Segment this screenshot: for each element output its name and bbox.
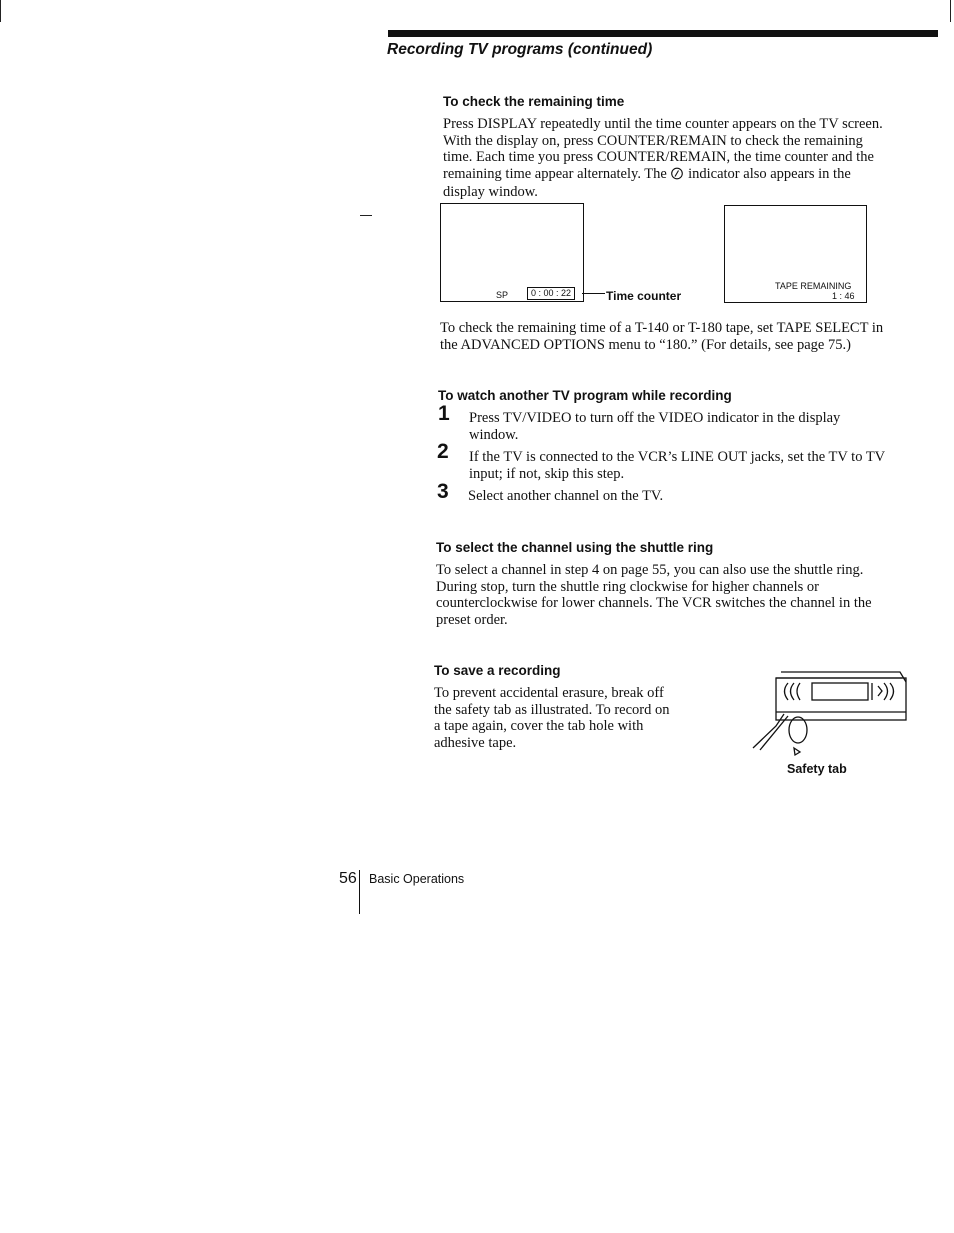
- safety-tab-caption: Safety tab: [787, 762, 847, 776]
- text-line: a tape again, cover the tab hole with: [434, 718, 644, 734]
- tape-speed-indicator: SP: [496, 290, 509, 300]
- heading-shuttle-ring: To select the channel using the shuttle ring: [436, 540, 714, 555]
- text-line: adhesive tape.: [434, 734, 517, 751]
- text-line: preset order.: [436, 611, 508, 628]
- section-title: Recording TV programs (continued): [387, 41, 653, 58]
- check-time-paragraph: [443, 116, 918, 201]
- header-rule: [388, 30, 938, 37]
- step-number: 3: [437, 480, 449, 503]
- text-line: Press DISPLAY repeatedly until the time counter appears on the TV screen.: [443, 116, 883, 132]
- time-counter-display: 0 : 00 : 22: [527, 287, 575, 300]
- text-line: time. Each time you press COUNTER/REMAIN, the time counter and the: [443, 149, 874, 165]
- footer-section-label: Basic Operations: [369, 872, 465, 886]
- tape-remaining-label: TAPE REMAINING: [775, 281, 852, 291]
- text-line: counterclockwise for lower channels. The VCR switches the channel in the: [436, 595, 872, 611]
- text-line: Select another channel on the TV.: [468, 488, 664, 504]
- text-line: [443, 166, 918, 185]
- heading-save-recording: To save a recording: [434, 663, 561, 678]
- step-text: [468, 488, 908, 505]
- step-text: [469, 410, 909, 443]
- text-line: the ADVANCED OPTIONS menu to “180.” (For details, see page 75.): [440, 336, 851, 353]
- step-number: 1: [438, 402, 450, 425]
- heading-check-remaining-time: To check the remaining time: [443, 94, 625, 109]
- text-line: If the TV is connected to the VCR’s LINE OUT jacks, set the TV to TV: [469, 449, 886, 465]
- callout-leader-line: [582, 293, 605, 294]
- shuttle-paragraph: [436, 562, 916, 628]
- text-line: window.: [469, 426, 519, 443]
- text-fragment: remaining time appear alternately. The: [443, 165, 671, 182]
- videocassette-illustration: [748, 664, 913, 764]
- heading-watch-another-program: To watch another TV program while recording: [438, 388, 732, 403]
- text-line: During stop, turn the shuttle ring clockwise for higher channels or: [436, 578, 819, 595]
- step-text: [469, 449, 909, 482]
- margin-mark: [0, 0, 1, 22]
- text-line: To check the remaining time of a T-140 or T-180 tape, set TAPE SELECT in: [440, 320, 884, 336]
- margin-mark: [360, 215, 372, 216]
- text-line: display window.: [443, 184, 538, 200]
- margin-mark: [950, 0, 951, 22]
- text-line: To prevent accidental erasure, break off: [434, 685, 664, 701]
- text-line: input; if not, skip this step.: [469, 465, 625, 482]
- time-counter-caption: Time counter: [606, 289, 682, 303]
- save-paragraph: [434, 685, 704, 751]
- tv-screen-time-counter: [440, 203, 584, 302]
- tape-remaining-indicator-icon: [670, 167, 684, 185]
- text-fragment: indicator also appears in the: [684, 165, 851, 182]
- tape-select-note: [440, 320, 920, 353]
- text-line: the safety tab as illustrated. To record on: [434, 701, 670, 718]
- footer-divider: [359, 870, 360, 914]
- page-number: 56: [339, 870, 357, 887]
- text-line: To select a channel in step 4 on page 55, you can also use the shuttle ring.: [436, 562, 864, 578]
- tape-remaining-value: 1 : 46: [832, 291, 855, 301]
- tv-screen-tape-remaining: [724, 205, 867, 303]
- step-number: 2: [437, 440, 449, 463]
- text-line: With the display on, press COUNTER/REMAIN to check the remaining: [443, 132, 863, 149]
- text-line: Press TV/VIDEO to turn off the VIDEO indicator in the display: [469, 410, 841, 426]
